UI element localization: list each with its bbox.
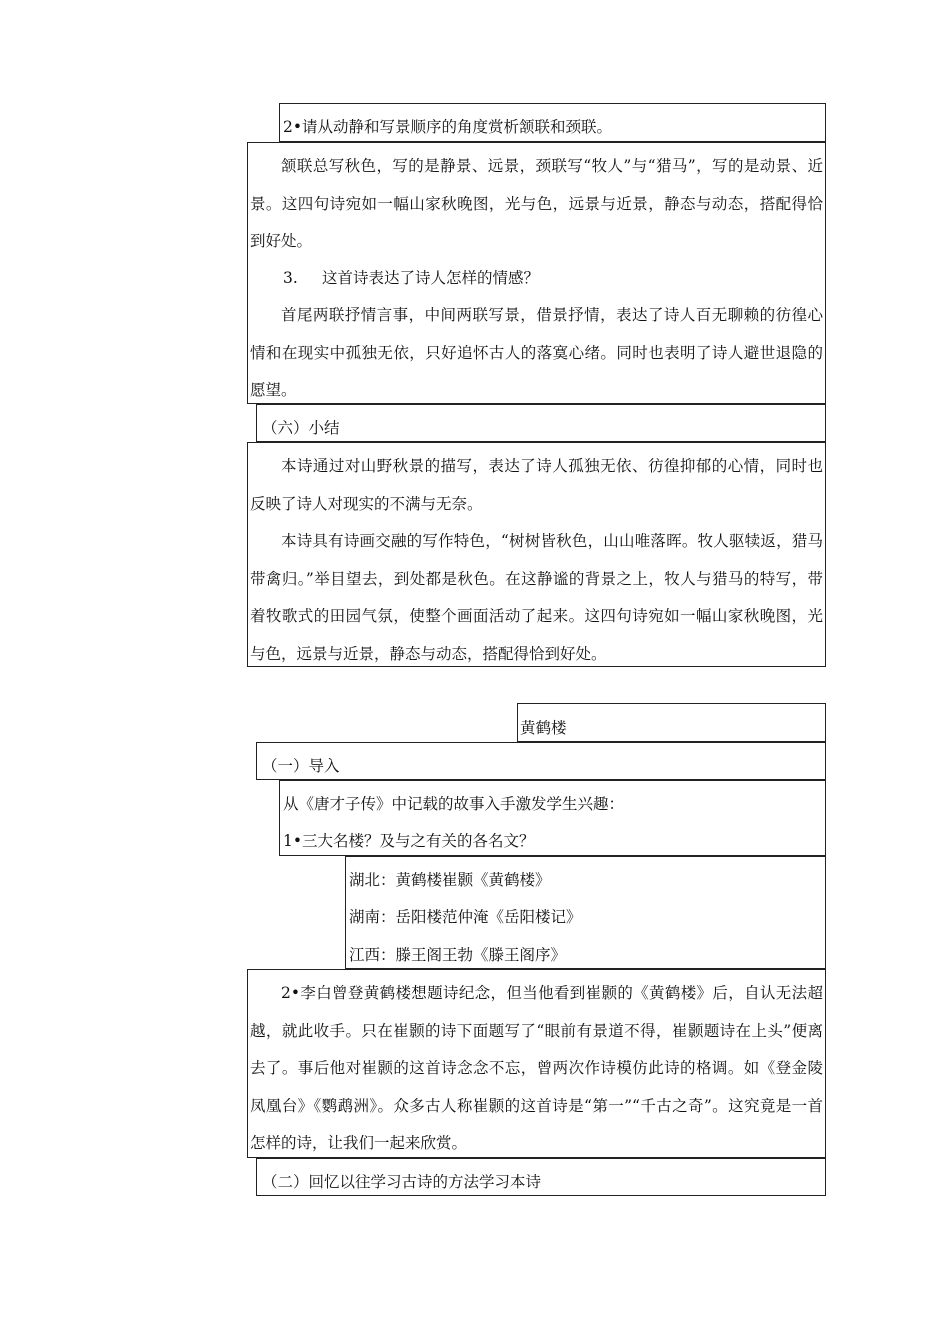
summary-heading-cell [256, 404, 826, 442]
q3-text: 这首诗表达了诗人怎样的情感？ [322, 269, 540, 287]
q2-text: 2•请从动静和写景顺序的角度赏析颔联和颈联。 [283, 118, 613, 136]
tower-hunan: 湖南：岳阳楼范仲淹《岳阳楼记》 [349, 908, 582, 926]
page-title: 黄鹤楼 [520, 719, 567, 737]
tower-jiangxi: 江西：滕王阁王勃《滕王阁序》 [349, 946, 567, 964]
story-paragraph: 2•李白曾登黄鹤楼想题诗纪念，但当他看到崔颢的《黄鹤楼》后，自认无法超越，就此收手。只在崔颢的诗下面题写了“眼前有景道不得，崔颢题诗在上头”便离去了。事后他对崔颢的这首诗念念不忘，曾两次作诗模仿此诗的格调。如《登金陵凤凰台》《鹦鹉洲》。众多古人称崔颢的这首诗是“第一”“千古之奇”。这究竟是一首怎样的诗，让我们一起来欣赏。 [250, 984, 823, 1152]
summary-heading: （六）小结 [262, 419, 340, 437]
summary-paragraph-2: 本诗具有诗画交融的写作特色，“树树皆秋色，山山唯落晖。牧人驱犊返，猎马带禽归。”举目望去，到处都是秋色。在这静谧的背景之上，牧人与猎马的特写，带着牧歌式的田园气氛，使整个画面活动了起来。这四句诗宛如一幅山家秋晚图，光与色，远景与近景，静态与动态，搭配得恰到好处。 [250, 532, 823, 663]
answer-q2: 颔联总写秋色，写的是静景、远景，颈联写“牧人”与“猎马”，写的是动景、近景。这四句诗宛如一幅山家秋晚图，光与色，远景与近景，静态与动态，搭配得恰到好处。 [250, 157, 823, 250]
answer-q3: 首尾两联抒情言事，中间两联写景，借景抒情，表达了诗人百无聊赖的彷徨心情和在现实中孤独无依，只好追怀古人的落寞心绪。同时也表明了诗人避世退隐的愿望。 [250, 306, 823, 399]
q3-number: 3. [283, 269, 298, 287]
intro-heading: （一）导入 [262, 757, 340, 775]
intro-heading-cell [256, 742, 826, 780]
intro-line: 从《唐才子传》中记载的故事入手激发学生兴趣： [283, 795, 625, 813]
summary-paragraph-1: 本诗通过对山野秋景的描写，表达了诗人孤独无依、彷徨抑郁的心情，同时也反映了诗人对现实的不满与无奈。 [250, 457, 823, 513]
tower-hubei: 湖北：黄鹤楼崔颢《黄鹤楼》 [349, 871, 551, 889]
question-1: 1•三大名楼？及与之有关的各名文？ [283, 832, 535, 850]
method-heading: （二）回忆以往学习古诗的方法学习本诗 [262, 1173, 542, 1191]
